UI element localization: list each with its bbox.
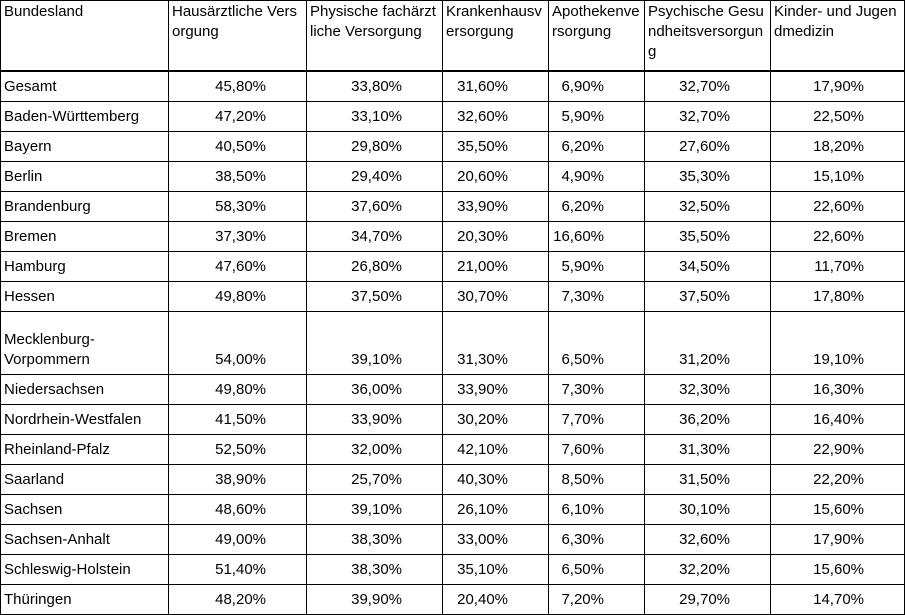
table-cell: 35,50%: [443, 132, 549, 162]
table-cell: 41,50%: [169, 405, 307, 435]
table-cell: 52,50%: [169, 435, 307, 465]
table-cell: 32,30%: [645, 375, 771, 405]
table-cell: 31,20%: [645, 312, 771, 375]
table-cell: 31,60%: [443, 71, 549, 102]
table-cell: 21,00%: [443, 252, 549, 282]
table-cell: 16,40%: [771, 405, 905, 435]
table-cell: 49,00%: [169, 525, 307, 555]
table-row: [1, 435, 905, 465]
table-cell: 16,30%: [771, 375, 905, 405]
table-cell: 22,50%: [771, 102, 905, 132]
table-cell: 6,30%: [549, 525, 645, 555]
table-cell: 15,60%: [771, 495, 905, 525]
table-cell: 22,20%: [771, 465, 905, 495]
table-cell: 40,50%: [169, 132, 307, 162]
table-row: [1, 405, 905, 435]
table-cell: 15,60%: [771, 555, 905, 585]
table-cell: 38,30%: [307, 525, 443, 555]
table-cell: 32,60%: [443, 102, 549, 132]
table-cell: 17,90%: [771, 71, 905, 102]
table-cell: 22,60%: [771, 222, 905, 252]
table-cell: 32,00%: [307, 435, 443, 465]
row-label: Mecklenburg-Vorpommern: [1, 312, 169, 375]
table-cell: 33,80%: [307, 71, 443, 102]
table-row: [1, 585, 905, 615]
table-cell: 17,90%: [771, 525, 905, 555]
row-label: Bremen: [1, 222, 169, 252]
table-cell: 6,50%: [549, 555, 645, 585]
table-cell: 37,30%: [169, 222, 307, 252]
table-cell: 33,10%: [307, 102, 443, 132]
table-row: [1, 282, 905, 312]
table-row: [1, 495, 905, 525]
table-row: [1, 102, 905, 132]
table-cell: 33,90%: [443, 192, 549, 222]
row-label: Gesamt: [1, 71, 169, 102]
row-label: Berlin: [1, 162, 169, 192]
table-cell: 38,90%: [169, 465, 307, 495]
table-row: [1, 132, 905, 162]
header-row: [1, 1, 905, 72]
table-cell: 4,90%: [549, 162, 645, 192]
table-cell: 36,20%: [645, 405, 771, 435]
table-cell: 7,30%: [549, 375, 645, 405]
table-cell: 31,30%: [645, 435, 771, 465]
table-cell: 35,50%: [645, 222, 771, 252]
column-header-psychische-gesundheitsversorgung: Psychische Gesundheitsversorgung: [645, 1, 771, 72]
column-header-physische-facharztliche-versorgung: Physische fachärztliche Versorgung: [307, 1, 443, 72]
column-header-bundesland: Bundesland: [1, 1, 169, 72]
table-cell: 39,90%: [307, 585, 443, 615]
table-cell: 14,70%: [771, 585, 905, 615]
table-cell: 33,90%: [443, 375, 549, 405]
table-cell: 38,50%: [169, 162, 307, 192]
table-cell: 19,10%: [771, 312, 905, 375]
table-cell: 6,50%: [549, 312, 645, 375]
table-cell: 20,40%: [443, 585, 549, 615]
column-header-krankenhausversorgung: Krankenhausversorgung: [443, 1, 549, 72]
table-cell: 29,80%: [307, 132, 443, 162]
row-label: Thüringen: [1, 585, 169, 615]
row-label: Saarland: [1, 465, 169, 495]
table-cell: 22,60%: [771, 192, 905, 222]
table-row: [1, 525, 905, 555]
column-header-apothekenversorgung: Apothekenversorgung: [549, 1, 645, 72]
table-cell: 30,20%: [443, 405, 549, 435]
table-cell: 36,00%: [307, 375, 443, 405]
table-cell: 39,10%: [307, 312, 443, 375]
row-label: Bayern: [1, 132, 169, 162]
table-cell: 18,20%: [771, 132, 905, 162]
table-cell: 6,90%: [549, 71, 645, 102]
table-row: [1, 192, 905, 222]
table-cell: 17,80%: [771, 282, 905, 312]
row-label: Rheinland-Pfalz: [1, 435, 169, 465]
table-cell: 29,70%: [645, 585, 771, 615]
table-cell: 32,70%: [645, 102, 771, 132]
table-row: [1, 71, 905, 102]
row-label: Schleswig-Holstein: [1, 555, 169, 585]
table-cell: 39,10%: [307, 495, 443, 525]
table-cell: 54,00%: [169, 312, 307, 375]
row-label: Niedersachsen: [1, 375, 169, 405]
table-row: [1, 375, 905, 405]
table-cell: 26,80%: [307, 252, 443, 282]
table-cell: 34,50%: [645, 252, 771, 282]
table-cell: 51,40%: [169, 555, 307, 585]
table-cell: 6,20%: [549, 192, 645, 222]
table-cell: 32,20%: [645, 555, 771, 585]
table-cell: 6,20%: [549, 132, 645, 162]
table-row: [1, 465, 905, 495]
table-cell: 29,40%: [307, 162, 443, 192]
table-row: [1, 222, 905, 252]
table-cell: 35,30%: [645, 162, 771, 192]
row-label: Sachsen-Anhalt: [1, 525, 169, 555]
table-cell: 49,80%: [169, 375, 307, 405]
row-label: Baden-Württemberg: [1, 102, 169, 132]
table-cell: 58,30%: [169, 192, 307, 222]
table-cell: 33,00%: [443, 525, 549, 555]
table-cell: 32,60%: [645, 525, 771, 555]
table-cell: 37,50%: [307, 282, 443, 312]
table-cell: 27,60%: [645, 132, 771, 162]
row-label: Nordrhein-Westfalen: [1, 405, 169, 435]
table-cell: 7,70%: [549, 405, 645, 435]
table-cell: 48,20%: [169, 585, 307, 615]
row-label: Brandenburg: [1, 192, 169, 222]
table-cell: 47,60%: [169, 252, 307, 282]
table-cell: 49,80%: [169, 282, 307, 312]
table-cell: 42,10%: [443, 435, 549, 465]
row-label: Hamburg: [1, 252, 169, 282]
row-label: Hessen: [1, 282, 169, 312]
table-cell: 26,10%: [443, 495, 549, 525]
table-cell: 30,10%: [645, 495, 771, 525]
table-cell: 7,60%: [549, 435, 645, 465]
row-label: Sachsen: [1, 495, 169, 525]
table-cell: 32,50%: [645, 192, 771, 222]
table-cell: 33,90%: [307, 405, 443, 435]
column-header-kinder-und-jugendmedizin: Kinder- und Jugendmedizin: [771, 1, 905, 72]
table-cell: 45,80%: [169, 71, 307, 102]
table-row: [1, 252, 905, 282]
table-cell: 25,70%: [307, 465, 443, 495]
table-cell: 20,30%: [443, 222, 549, 252]
table-cell: 31,30%: [443, 312, 549, 375]
table-cell: 40,30%: [443, 465, 549, 495]
table-cell: 38,30%: [307, 555, 443, 585]
table-body: [1, 71, 905, 615]
column-header-hausarztliche-versorgung: Hausärztliche Versorgung: [169, 1, 307, 72]
table-cell: 6,10%: [549, 495, 645, 525]
table-cell: 47,20%: [169, 102, 307, 132]
table-cell: 7,30%: [549, 282, 645, 312]
table-cell: 22,90%: [771, 435, 905, 465]
table-cell: 5,90%: [549, 252, 645, 282]
table-row: [1, 555, 905, 585]
table-cell: 30,70%: [443, 282, 549, 312]
table-row: [1, 312, 905, 375]
table-cell: 37,60%: [307, 192, 443, 222]
table-cell: 35,10%: [443, 555, 549, 585]
table-cell: 7,20%: [549, 585, 645, 615]
table-cell: 20,60%: [443, 162, 549, 192]
table-cell: 34,70%: [307, 222, 443, 252]
table-cell: 8,50%: [549, 465, 645, 495]
table-cell: 11,70%: [771, 252, 905, 282]
table-cell: 31,50%: [645, 465, 771, 495]
table-cell: 32,70%: [645, 71, 771, 102]
table-cell: 37,50%: [645, 282, 771, 312]
table-row: [1, 162, 905, 192]
table-cell: 16,60%: [549, 222, 645, 252]
table-cell: 48,60%: [169, 495, 307, 525]
table-cell: 15,10%: [771, 162, 905, 192]
table-cell: 5,90%: [549, 102, 645, 132]
